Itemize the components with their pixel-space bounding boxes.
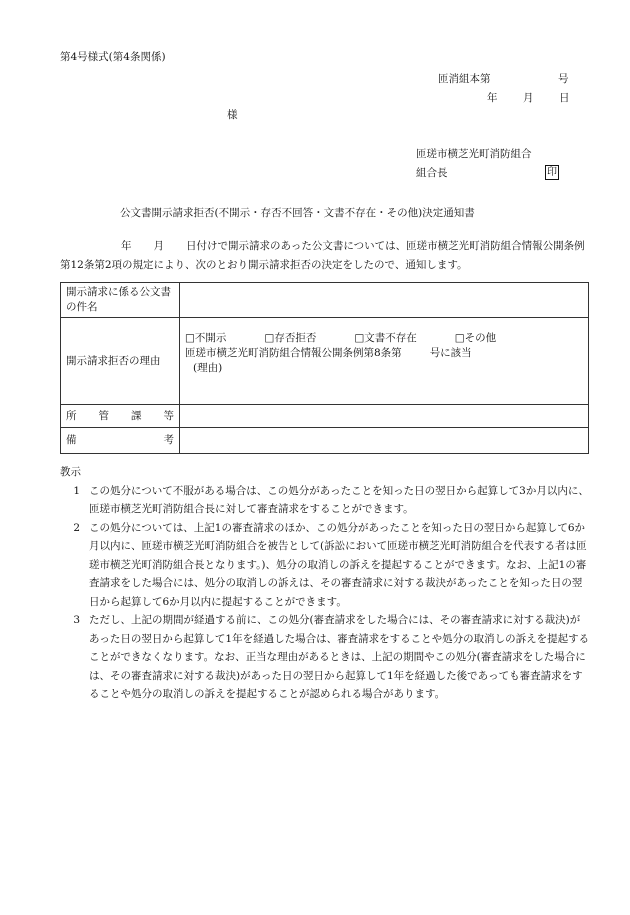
table-row (61, 318, 589, 405)
date-day: 日 (559, 92, 570, 104)
intro-month: 月 (153, 240, 164, 252)
intro-paragraph (60, 237, 590, 275)
ordinance-suffix: 号に該当 (429, 347, 472, 359)
table-row (61, 428, 589, 454)
remarks-char: 備 (66, 434, 77, 446)
seal-stamp (541, 165, 559, 180)
remarks-char: 考 (163, 434, 174, 446)
table-row (61, 283, 589, 318)
instruction-number: 1 (73, 484, 80, 497)
instruction-text: ただし、上記の期間が経過する前に、この処分(審査請求をした場合には、その審査請求に対する裁決)があった日の翌日から起算して1年を経過した場合は、審査請求をすることや処分の取消しの訴えを提起することができなくなります。なお、正当な理由があるときは、上記の期間やこの処分(審査請求をした場合には、その審査請求に対する裁決)があった日の翌日から起算して1年を経過した後であっても審査請求をすることや処分の取消しの訴えを提起することが認められる場合があります。 (89, 614, 590, 700)
refusal-type-checkboxes (185, 331, 583, 346)
ordinance-text: 匝瑳市横芝光町消防組合情報公開条例第8条第 (185, 347, 402, 359)
department-char: 所 (66, 409, 77, 422)
addressee-suffix: 様 (227, 109, 238, 121)
instruction-item (60, 482, 590, 519)
checkbox-document-nonexistent[interactable]: □文書不存在 (354, 332, 417, 344)
page-title: 公文書開示請求拒否(不開示・存否不回答・文書不存在・その他)決定通知書 (120, 207, 475, 219)
instruction-number: 2 (73, 521, 80, 534)
instruction-text: この処分については、上記1の審査請求のほか、この処分があったことを知った日の翌日から起算して6か月以内に、匝瑳市横芝光町消防組合を被告として(訴訟において匝瑳市横芝光町消防組合を代表する者は匝瑳市横芝光町消防組合長となります。)、処分の取消しの訴えを提起することができます。なお、上記1の審査請求をした場合には、処分の取消しの訴えは、その審査請求に対する裁決があったことを知った日の翌日から起算して6か月以内に提起することができます。 (89, 521, 587, 608)
department-char: 等 (163, 409, 174, 422)
request-form-table (60, 282, 589, 454)
seal-mark: 印 (547, 167, 557, 178)
checkbox-non-disclosure[interactable]: □不開示 (185, 332, 227, 344)
instructions-section (60, 463, 590, 704)
date-year: 年 (487, 92, 498, 104)
instructions-heading: 教示 (60, 466, 81, 478)
issuer-title: 組合長 (416, 167, 448, 179)
intro-year: 年 (121, 240, 132, 252)
table-row (61, 405, 589, 428)
reason-label: (理由) (193, 362, 223, 374)
reason-text-area[interactable] (185, 376, 583, 391)
remarks-label (61, 428, 180, 454)
issuer-organization: 匝瑳市横芝光町消防組合 (416, 148, 532, 160)
department-char: 課 (131, 409, 142, 422)
refusal-reason-field (180, 318, 589, 405)
department-label (61, 405, 180, 428)
checkbox-other[interactable]: □その他 (454, 332, 497, 344)
date-month: 月 (523, 92, 534, 104)
department-char: 管 (98, 409, 109, 422)
instruction-text: この処分について不服がある場合は、この処分があったことを知った日の翌日から起算して3か月以内に、匝瑳市横芝光町消防組合長に対して審査請求をすることができます。 (89, 484, 589, 515)
form-number: 第4号様式(第4条関係) (60, 51, 166, 63)
instruction-item (60, 519, 590, 612)
ordinance-reference (185, 346, 583, 361)
document-number-suffix: 号 (558, 73, 569, 85)
instruction-number: 3 (73, 614, 80, 626)
document-subject-field[interactable] (180, 283, 589, 318)
instruction-item (60, 611, 590, 704)
document-subject-label: 開示請求に係る公文書の件名 (61, 283, 180, 318)
refusal-reason-label: 開示請求拒否の理由 (61, 318, 180, 405)
document-number-label: 匝消組本第 (438, 73, 491, 85)
checkbox-existence-refusal[interactable]: □存否拒否 (264, 332, 317, 344)
department-field[interactable] (180, 405, 589, 428)
intro-text: 日付けで開示請求のあった公文書については、匝瑳市横芝光町消防組合情報公開条例第12条第2項の規定により、次のとおり開示請求拒否の決定をしたので、通知します。 (60, 240, 585, 271)
remarks-field[interactable] (180, 428, 589, 454)
